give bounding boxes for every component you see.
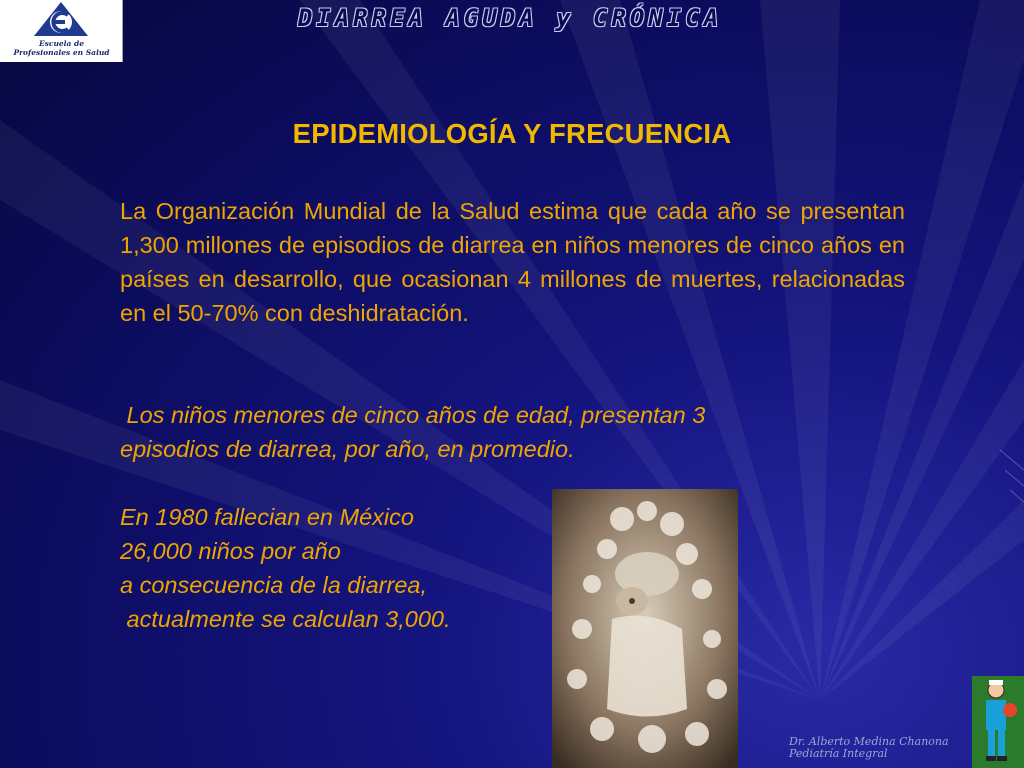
paragraph-who-estimate: La Organización Mundial de la Salud estima que cada año se presentan 1,300 millones de episodios de diarrea en niños menores de cinco años en países en desarrollo, que ocasionan 4 millones de muertes, relacionadas en el 50-70% con deshidratación. [120,198,905,326]
slide-heading: EPIDEMIOLOGÍA Y FRECUENCIA [292,118,732,149]
paragraph-line: 26,000 niños por año [120,538,341,564]
school-logo-icon [0,0,123,42]
logo-caption: Escuela de Profesionales en Salud [13,39,110,57]
author-subtitle: Pediatría Integral [789,747,888,760]
nurse-clipart-icon [972,676,1024,768]
paragraph-episodes-per-year [120,398,880,466]
school-logo [0,0,123,62]
paragraph-line: En 1980 fallecian en México [120,504,414,530]
paragraph-mexico-deaths [120,500,550,636]
paragraph-line: actualmente se calculan 3,000. [120,606,451,632]
paragraph-line: Los niños menores de cinco años de edad, presentan 3 [120,402,706,428]
paragraph-line: episodios de diarrea, por año, en promedio. [120,436,575,462]
historical-photo [552,489,738,768]
author-credit [789,736,979,760]
author-name: Dr. Alberto Medina Chanona [789,735,949,748]
deck-title: DIARREA AGUDA y CRÓNICA [297,4,723,32]
paragraph-line: a consecuencia de la diarrea, [120,572,428,598]
